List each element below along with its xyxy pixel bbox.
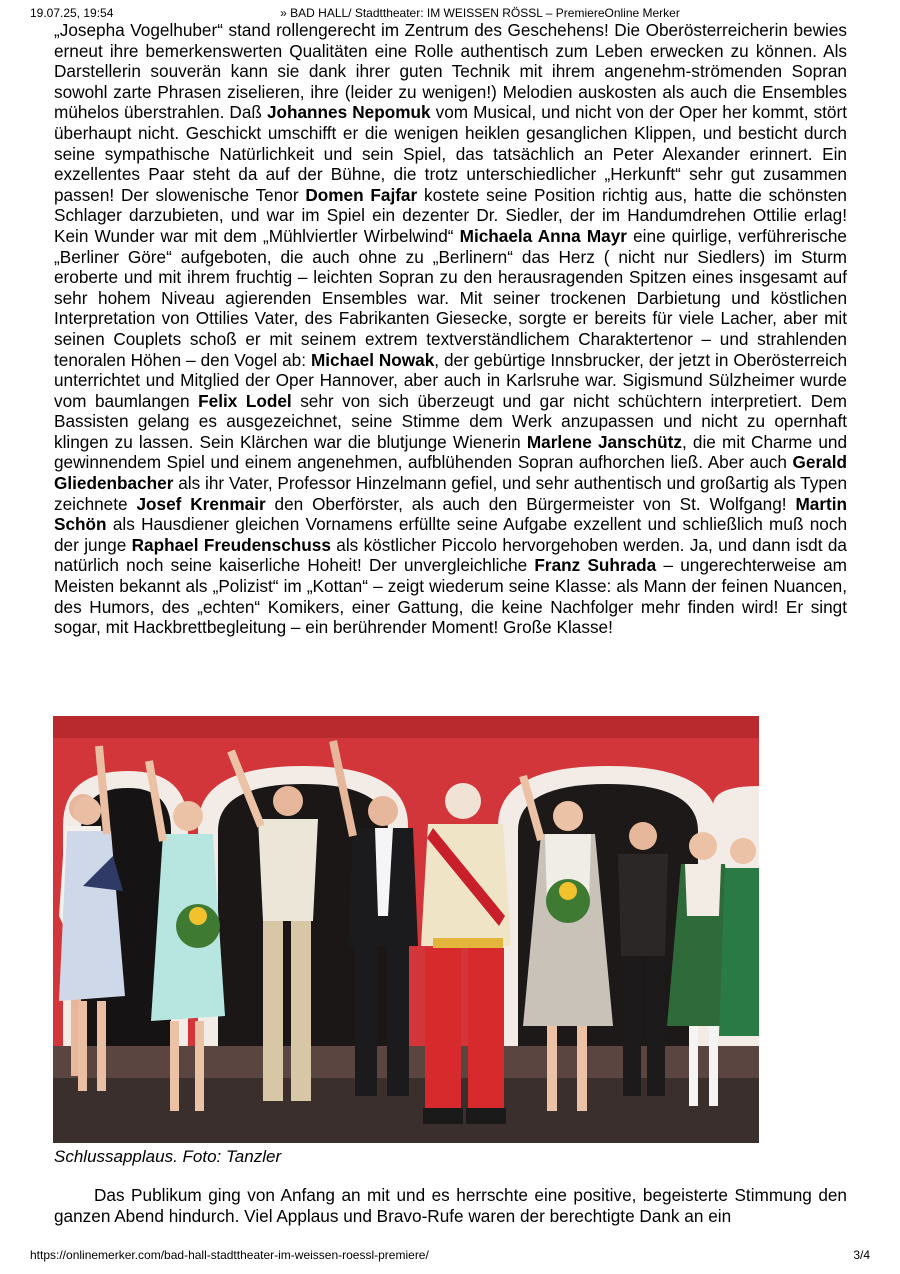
performer-name: Michael Nowak bbox=[310, 349, 435, 370]
text-run: den Oberförster, als auch den Bürgermeister von St. Wolfgang! bbox=[265, 493, 796, 514]
article-paragraph bbox=[54, 20, 847, 638]
performer-name: Michaela Anna Mayr bbox=[459, 225, 627, 246]
photo-caption: Schlussapplaus. Foto: Tanzler bbox=[54, 1147, 282, 1166]
text-run: als köstlicher Piccolo hervorgehoben werden. Ja, und dann isdt da natürlich noch seine kaiserliche Hoheit! Der unvergleichliche bbox=[54, 534, 847, 576]
performer-name: Raphael Freudenschuss bbox=[131, 534, 331, 555]
print-footer bbox=[30, 1248, 870, 1264]
article-paragraph-2: Das Publikum ging von Anfang an mit und es herrschte eine positive, begeisterte Stimmung den ganzen Abend hindurch. Viel Applaus und Bravo-Rufe waren der berechtigte Dank an ein bbox=[54, 1185, 847, 1226]
text-run: „Josepha Vogelhuber“ stand rollengerecht im Zentrum des Geschehens! Die Oberösterreicherin bewies erneut ihre bemerkenswerten Qualitäten eine Rolle authentisch zum Leben erwecken zu können. Als Darstellerin souverän kann sie dank ihrer guten Technik mit ihrem angenehm-strömenden Sopran sowohl zarte Phrasen ziselieren, ihre (leider zu wenigen!) Melodien auskosten als auch die Ensembles mühelos überstrahlen. Daß bbox=[54, 20, 847, 123]
performer-name: Franz Suhrada bbox=[534, 555, 657, 576]
print-page-title: » BAD HALL/ Stadttheater: IM WEISSEN RÖSSL – PremiereOnline Merker bbox=[280, 6, 680, 20]
text-run: , der gebürtige Innsbrucker, der jetzt in Oberösterreich unterrichtet und Mitglied der Oper Hannover, aber auch in Karlsruhe war. Sigismund Sülzheimer wurde vom baumlangen bbox=[54, 349, 848, 411]
text-run: als ihr Vater, Professor Hinzelmann gefiel, und sehr authentisch und großartig als Typen zeichnete bbox=[54, 473, 847, 514]
text-run: vom Musical, und nicht von der Oper her kommt, stört überhaupt nicht. Geschickt umschifft er die wenigen heiklen gesanglichen Klippen, und besticht durch seine sympathische Natürlichkeit und sein Spiel, das tatsächlich an Peter Alexander erinnert. Ein exzellentes Paar steht da auf der Bühne, die trotz unterschiedlicher „Herkunft“ sehr gut zusammen passen! Der slowenische Tenor bbox=[54, 102, 847, 205]
performer-name: Josef Krenmair bbox=[136, 493, 266, 514]
page-number: 3/4 bbox=[853, 1248, 870, 1262]
page-url[interactable]: https://onlinemerker.com/bad-hall-stadttheater-im-weissen-roessl-premiere/ bbox=[30, 1248, 429, 1262]
text-run: sehr von sich überzeugt und gar nicht schüchtern interpretiert. Dem Bassisten gelang es ausgezeichnet, seine Stimme dem Werk anzupassen und nicht zu opernhaft klingen zu lassen. Sein Klärchen war die blutjunge Wienerin bbox=[54, 390, 847, 452]
text-run: – ungerechterweise am Meisten bekannt als „Polizist“ im „Kottan“ – zeigt wiederum seine Klasse: als Mann der feinen Nuancen, des Humors, des „echten“ Komikers, einer Gattung, die keine Nachfolger mehr finden wird! Er singt sogar, mit Hackbrettbegleitung – ein berührender Moment! Große Klasse! bbox=[54, 555, 847, 638]
text-run: als Hausdiener gleichen Vornamens erfüllte seine Aufgabe exzellent und schließlich muß noch der junge bbox=[54, 514, 847, 555]
text-run: eine quirlige, verführerische „Berliner Göre“ aufgeboten, die auch ohne zu „Berlinern“ das Herz ( nicht nur Siedlers) im Sturm eroberte und mit ihrem fruchtig – leichten Sopran zu den herausragenden Spitzen eines insgesamt auf sehr hohem Niveau agierenden Ensembles war. Mit seiner trockenen Darbietung und köstlichen Interpretation von Ottilies Vater, des Fabrikanten Giesecke, sorgte er bereits für viele Lacher, aber mit seinen Couplets schoß er mit seinem extrem textverständlichem Charaktertenor – und strahlenden tenoralen Höhen – den Vogel ab: bbox=[54, 225, 847, 370]
performer-name: Marlene Janschütz bbox=[526, 431, 682, 452]
performer-name: Johannes Nepomuk bbox=[266, 102, 431, 123]
print-datetime: 19.07.25, 19:54 bbox=[30, 6, 114, 20]
performer-name: Domen Fajfar bbox=[305, 184, 418, 205]
upper-wall-band bbox=[53, 716, 759, 738]
stage-illustration bbox=[53, 716, 759, 1143]
performer-name: Martin Schön bbox=[54, 493, 848, 535]
performer-name: Felix Lodel bbox=[198, 390, 292, 411]
performer-name: Gerald Gliedenbacher bbox=[54, 452, 847, 494]
text-run: , die mit Charme und gewinnendem Spiel und einem angenehmen, aufblühenden Sopran aufhorchen ließ. Aber auch bbox=[54, 431, 848, 473]
curtain-call-photo bbox=[53, 716, 759, 1143]
text-run: kostete seine Position richtig aus, hatte die schönsten Schlager darzubieten, und war im Spiel ein dezenter Dr. Siedler, der im Handumdrehen Ottilie erlag! Kein Wunder war mit dem „Mühlviertler Wirbelwind“ bbox=[54, 184, 847, 246]
